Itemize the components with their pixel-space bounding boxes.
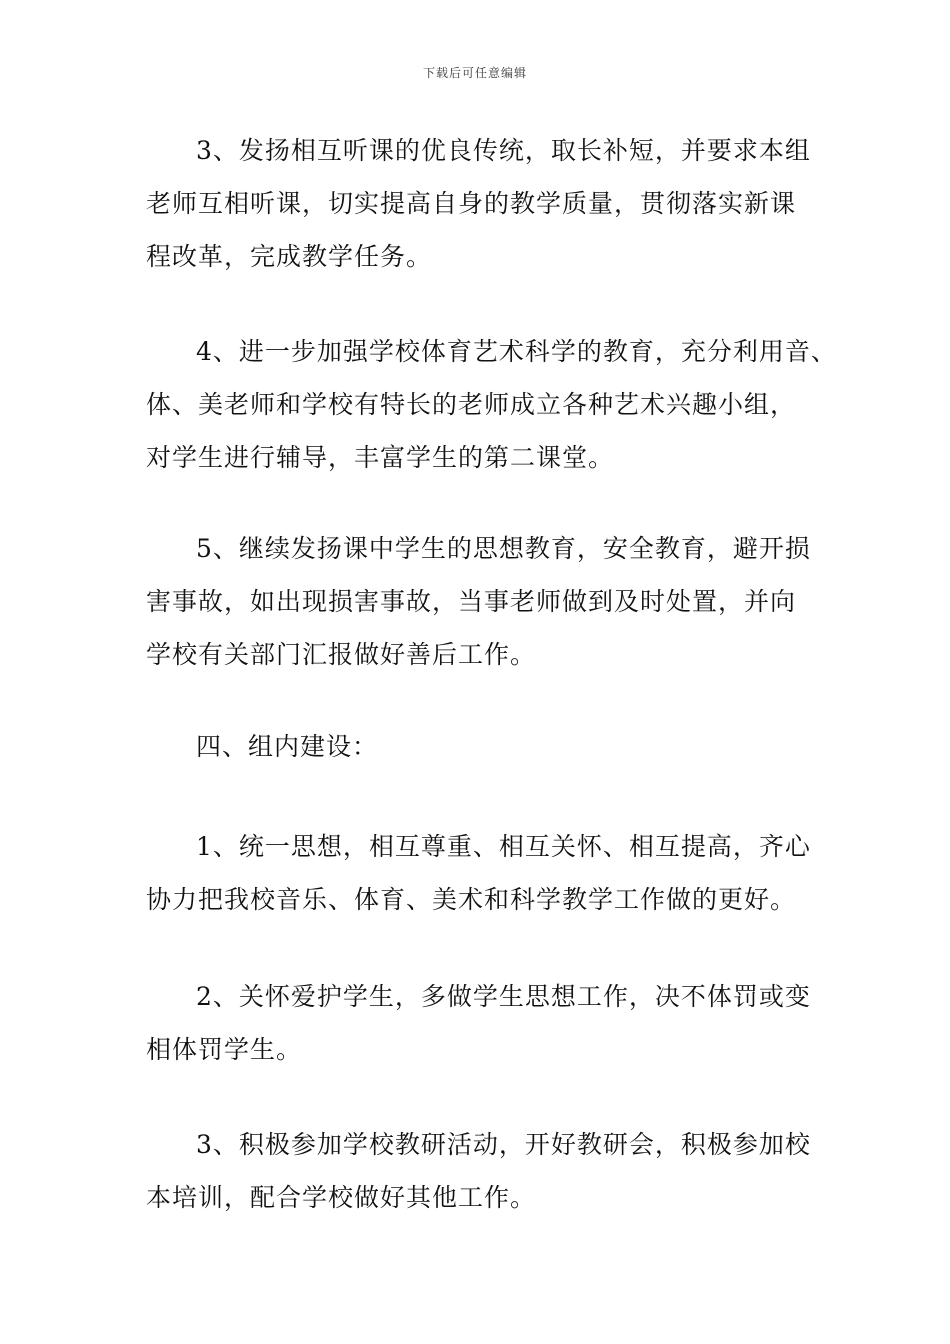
paragraph-line: 体、美老师和学校有特长的老师成立各种艺术兴趣小组， bbox=[146, 390, 797, 419]
paragraph-line: 3、积极参加学校教研活动，开好教研会，积极参加校 bbox=[196, 1130, 811, 1159]
paragraph-item-3-listening bbox=[146, 124, 836, 283]
paragraph-line: 老师互相听课，切实提高自身的教学质量，贯彻落实新课 bbox=[146, 189, 797, 218]
section-heading: 四、组内建设： bbox=[196, 732, 379, 761]
paragraph-line: 相体罚学生。 bbox=[146, 1035, 303, 1064]
paragraph-item-2-care bbox=[146, 970, 836, 1076]
paragraph-line: 1、统一思想，相互尊重、相互关怀、相互提高，齐心 bbox=[196, 832, 811, 861]
paragraph-line: 2、关怀爱护学生，多做学生思想工作，决不体罚或变 bbox=[196, 982, 811, 1011]
paragraph-line: 3、发扬相互听课的优良传统，取长补短，并要求本组 bbox=[196, 136, 811, 165]
paragraph-line: 协力把我校音乐、体育、美术和科学教学工作做的更好。 bbox=[146, 885, 797, 914]
page-header: 下载后可任意编辑 bbox=[422, 66, 527, 80]
paragraph-line: 本培训，配合学校做好其他工作。 bbox=[146, 1183, 537, 1212]
paragraph-line: 对学生进行辅导，丰富学生的第二课堂。 bbox=[146, 443, 615, 472]
section-heading-group-building bbox=[146, 720, 836, 773]
paragraph-line: 程改革，完成教学任务。 bbox=[146, 242, 433, 271]
paragraph-line: 4、进一步加强学校体育艺术科学的教育，充分利用音、 bbox=[196, 337, 837, 366]
paragraph-line: 害事故，如出现损害事故，当事老师做到及时处置，并向 bbox=[146, 587, 797, 616]
paragraph-line: 5、继续发扬课中学生的思想教育，安全教育，避开损 bbox=[196, 534, 811, 563]
paragraph-item-3-research bbox=[146, 1118, 836, 1224]
paragraph-item-4-arts bbox=[146, 325, 836, 484]
paragraph-line: 学校有关部门汇报做好善后工作。 bbox=[146, 640, 537, 669]
paragraph-item-5-safety bbox=[146, 522, 836, 681]
paragraph-item-1-unity bbox=[146, 820, 836, 926]
